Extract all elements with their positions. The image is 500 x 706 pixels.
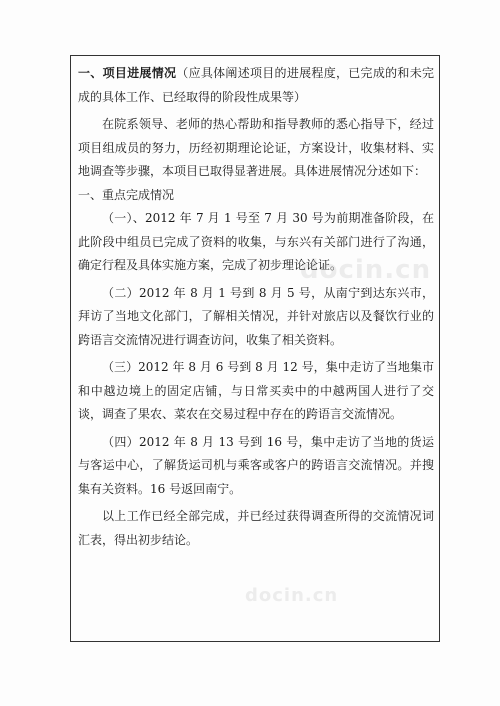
intro-paragraph: 在院系领导、老师的热心帮助和指导教师的悉心指导下，经过项目组成员的努力，历经初期理论论证，方案设计，收集材料、实地调查等步骤，本项目已取得显著进展。具体进展情况分述如下：: [78, 117, 434, 178]
watermark-text: docin.cn: [300, 255, 432, 285]
watermark-text: docin.cn: [245, 585, 339, 606]
conclusion-paragraph: 以上工作已经全部完成，并已经过获得调查所得的交流情况词汇表，得出初步结论。: [78, 509, 434, 547]
item-paragraph-3: （三）2012 年 8 月 6 号到 8 月 12 号，集中走访了当地集市和中越边境上的固定店铺，与日常买卖中的中越两国人进行了交谈，调查了果农、菜农在交易过程中存在的跨语言交流情况。: [78, 360, 434, 421]
item-paragraph-1: （一）、2012 年 7 月 1 号至 7 月 30 号为前期准备阶段，在此阶段中组员已完成了资料的收集，与东兴有关部门进行了沟通，确定行程及具体实施方案，完成了初步理论论证。: [78, 211, 434, 272]
item-paragraph-4: （四）2012 年 8 月 13 号到 16 号，集中走访了当地的货运与客运中心，了解货运司机与乘客或客户的跨语言交流情况。并搜集有关资料。16 号返回南宁。: [78, 434, 434, 496]
heading-title: 一、项目进展情况: [78, 66, 177, 80]
document-content: [78, 62, 434, 552]
heading-description: （应具体阐述项目的进展程度，已完成的和未完成的具体工作、已经取得的阶段性成果等）: [78, 66, 434, 104]
item-paragraph-2: （二）2012 年 8 月 1 号到 8 月 5 号，从南宁到达东兴市，拜访了当地文化部门，了解相关情况，并针对旅店以及餐饮行业的跨语言交流情况进行调查访问，收集了相关资料。: [78, 285, 434, 347]
subsection-title: 一、重点完成情况: [78, 187, 175, 202]
section-heading: [78, 62, 434, 109]
